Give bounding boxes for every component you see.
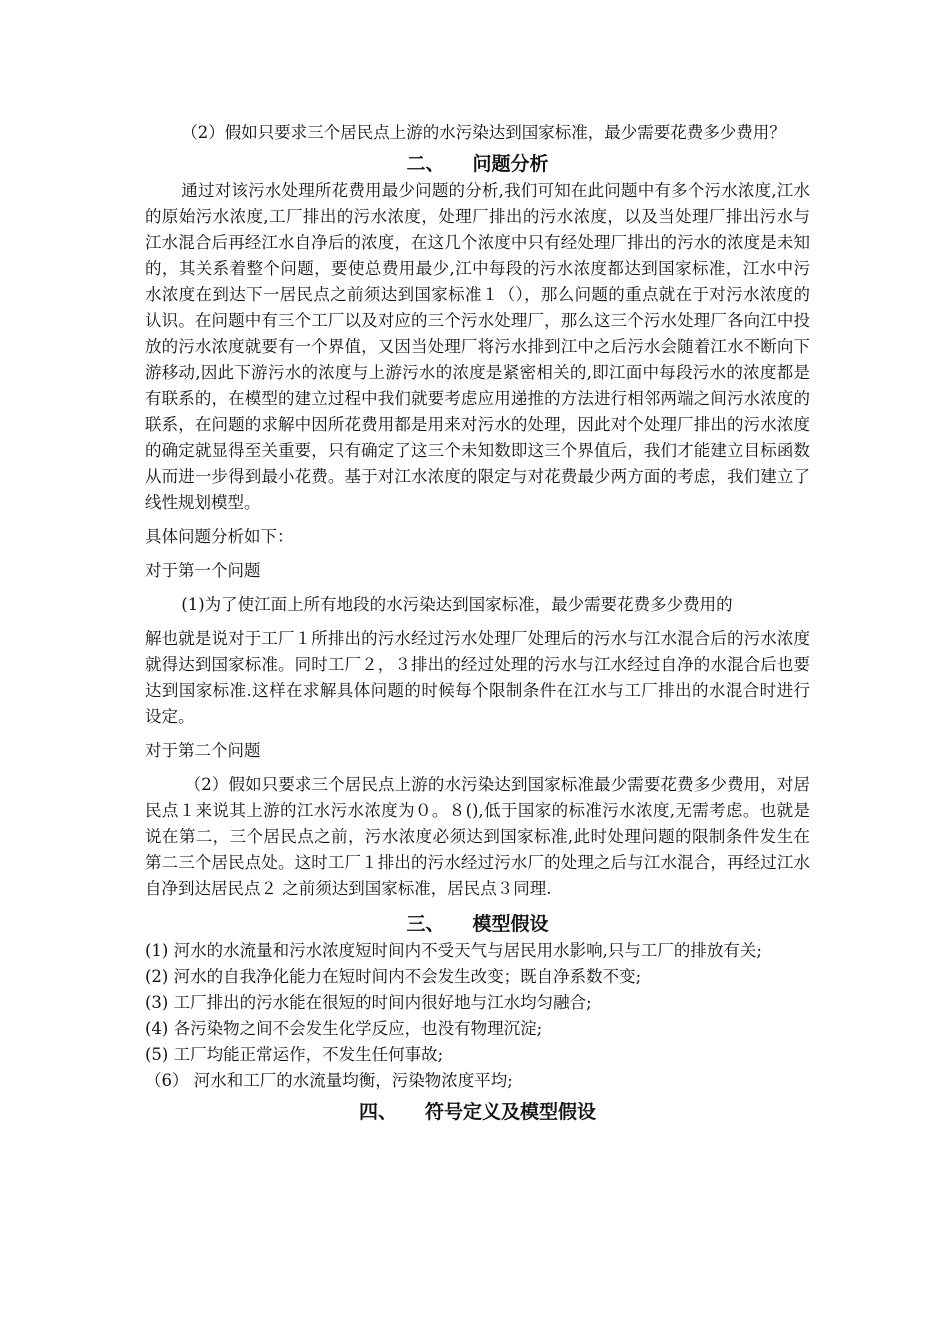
section-title: 模型假设	[472, 913, 549, 935]
question-2-statement: （2）假如只要求三个居民点上游的水污染达到国家标准，最少需要花费多少费用？	[181, 123, 786, 142]
specific-analysis-intro: 具体问题分析如下：	[145, 527, 294, 546]
assumption-item: (2) 河水的自我净化能力在短时间内不会发生改变；既自净系数不变;	[145, 967, 642, 986]
section-heading-symbols	[145, 1098, 810, 1126]
first-problem-label: 对于第一个问题	[145, 561, 261, 580]
assumption-item: (5) 工厂均能正常运作，不发生任何事故;	[145, 1045, 444, 1064]
assumption-item: (3) 工厂排出的污水能在很短的时间内很好地与江水均匀融合;	[145, 993, 592, 1012]
section-heading-analysis	[145, 150, 810, 178]
section-number: 四、	[358, 1101, 397, 1123]
assumption-item: (4) 各污染物之间不会发生化学反应，也没有物理沉淀;	[145, 1019, 543, 1038]
first-problem-question: (1)为了使江面上所有地段的水污染达到国家标准，最少需要花费多少费用的	[181, 595, 733, 614]
section-title: 符号定义及模型假设	[425, 1101, 597, 1123]
analysis-paragraph: 通过对该污水处理所花费用最少问题的分析,我们可知在此问题中有多个污水浓度,江水的原始污水浓度,工厂排出的污水浓度，处理厂排出的污水浓度，以及当处理厂排出污水与江水混合后再经江水自净后的浓度，在这几个浓度中只有经处理厂排出的污水的浓度是未知的，其关系着整个问题，要使总费用最少,江中每段的污水浓度都达到国家标准，江水中污水浓度在到达下一居民点之前须达到国家标准１（），那么问题的重点就在于对污水浓度的认识。在问题中有三个工厂以及对应的三个污水处理厂，那么这三个污水处理厂各向江中投放的污水浓度就要有一个界值，又因当处理厂将污水排到江中之后污水会随着江水不断向下游移动,因此下游污水的浓度与上游污水的浓度是紧密相关的,即江面中每段污水的浓度都是有联系的，在模型的建立过程中我们就要考虑应用递推的方法进行相邻两端之间污水浓度的联系，在问题的求解中因所花费用都是用来对污水的处理，因此对个处理厂排出的污水浓度的确定就显得至关重要，只有确定了这三个未知数即这三个界值后，我们才能建立目标函数从而进一步得到最小花费。基于对江水浓度的限定与对花费最少两方面的考虑，我们建立了线性规划模型。	[145, 181, 810, 512]
assumption-item: (1) 河水的水流量和污水浓度短时间内不受天气与居民用水影响,只与工厂的排放有关;	[145, 941, 762, 960]
section-number: 三、	[406, 913, 445, 935]
first-problem-answer: 解也就是说对于工厂１所排出的污水经过污水处理厂处理后的污水与江水混合后的污水浓度就得达到国家标准。同时工厂２，３排出的经过处理的污水与江水经过自净的水混合后也要达到国家标准.这样在求解具体问题的时候每个限制条件在江水与工厂排出的水混合时进行设定。	[145, 629, 810, 726]
second-problem-label: 对于第二个问题	[145, 741, 261, 760]
assumption-item: （6） 河水和工厂的水流量均衡，污染物浓度平均;	[145, 1071, 513, 1090]
document-body	[145, 120, 810, 1126]
second-problem-answer: （2）假如只要求三个居民点上游的水污染达到国家标准最少需要花费多少费用，对居民点１来说其上游的江水污水浓度为０。８(),低于国家的标准污水浓度,无需考虑。也就是说在第二，三个居民点之前，污水浓度必须达到国家标准,此时处理问题的限制条件发生在第二三个居民点处。这时工厂１排出的污水经过污水厂的处理之后与江水混合，再经过江水自净到达居民点２ 之前须达到国家标准，居民点３同理.	[145, 775, 810, 898]
section-heading-assumptions	[145, 910, 810, 938]
assumption-list	[145, 938, 810, 1094]
section-title: 问题分析	[472, 153, 549, 175]
section-number: 二、	[406, 153, 445, 175]
